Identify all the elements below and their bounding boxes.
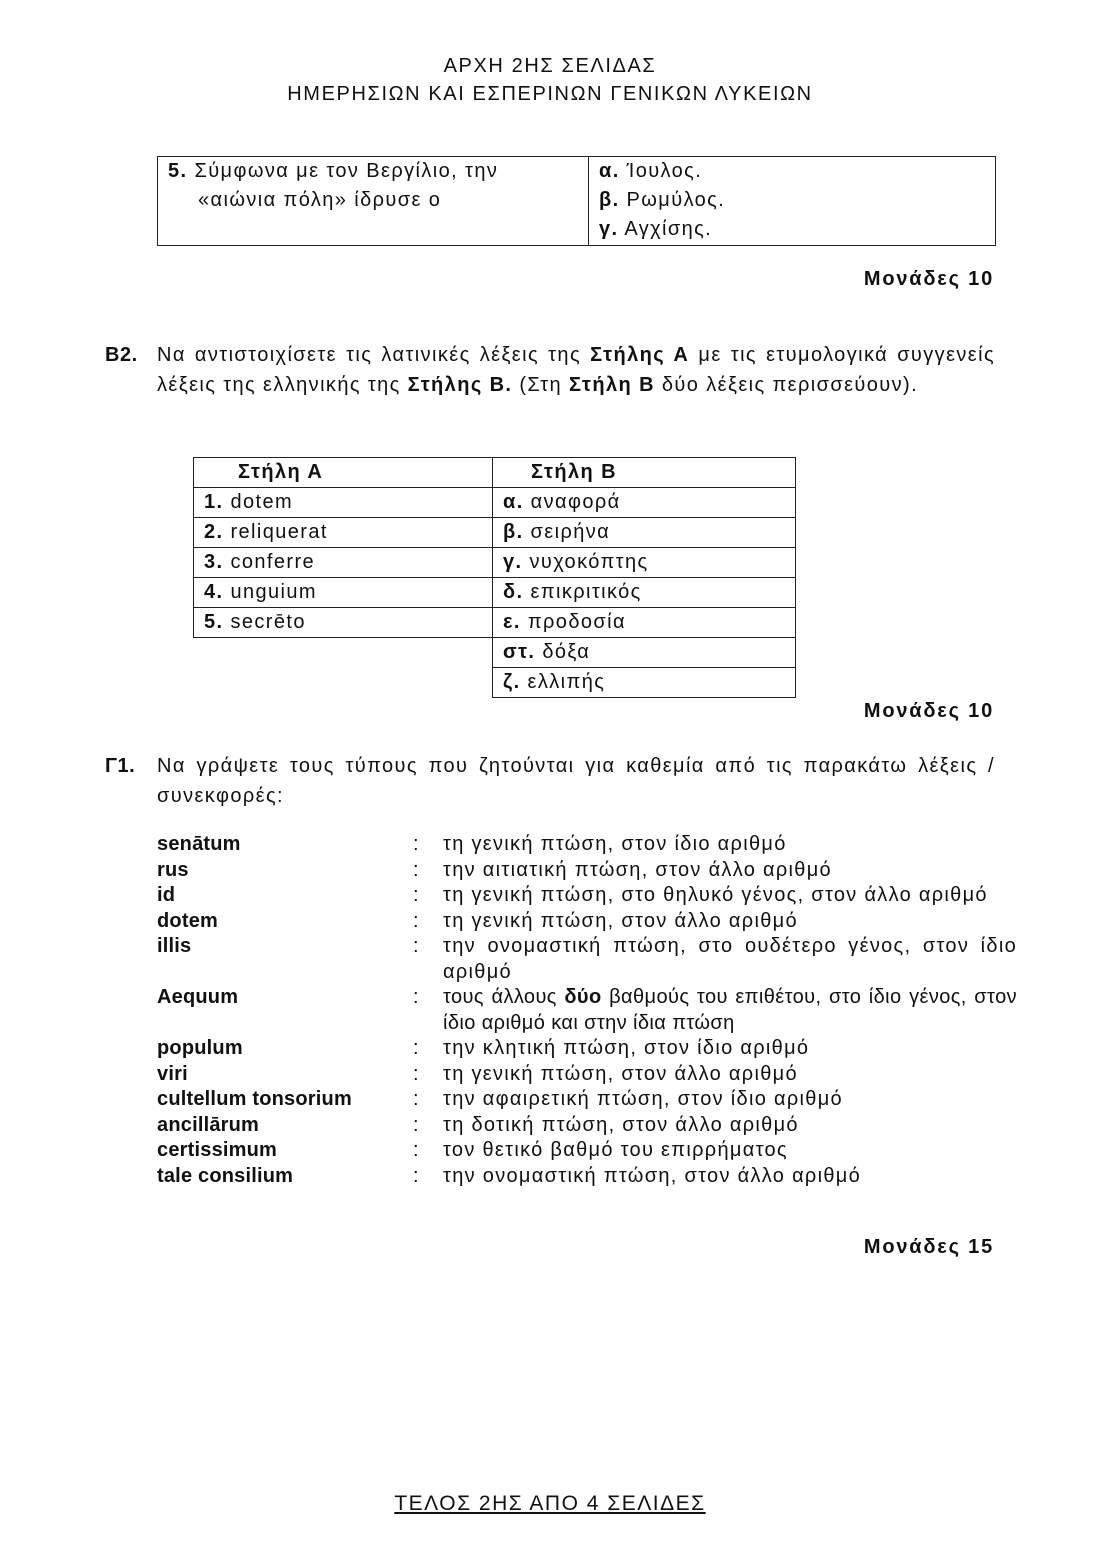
list-item: Aequum : τους άλλους δύο βαθμούς του επιθέτου, στο ίδιο γένος, στον ίδιο αριθμό και στην ίδια πτώση [157, 986, 1017, 1034]
table-row [194, 548, 796, 578]
column-a-item: 2. reliquerat [194, 518, 493, 548]
question-g1 [105, 751, 995, 811]
table-row [194, 638, 796, 668]
list-item: illis : την ονομαστική πτώση, στο ουδέτερο γένος, στον ίδιο αριθμό [157, 935, 1017, 983]
table-row [194, 578, 796, 608]
list-item: dotem : τη γενική πτώση, στον άλλο αριθμό [157, 909, 798, 932]
column-a-header: Στήλη Α [194, 458, 493, 488]
header-line-1: ΑΡΧΗ 2ΗΣ ΣΕΛΙΔΑΣ [443, 55, 657, 77]
header-line-2: ΗΜΕΡΗΣΙΩΝ ΚΑΙ ΕΣΠΕΡΙΝΩΝ ΓΕΝΙΚΩΝ ΛΥΚΕΙΩΝ [287, 83, 813, 105]
matching-table [193, 457, 796, 698]
list-item: cultellum tonsorium : την αφαιρετική πτώση, στον ίδιο αριθμό [157, 1088, 843, 1110]
option-c: γ. Αγχίσης. [599, 218, 713, 240]
column-b-item: ζ. ελλιπής [493, 668, 796, 698]
table-row [194, 488, 796, 518]
list-item: senātum : τη γενική πτώση, στον ίδιο αριθμό [157, 833, 787, 855]
question-5-table [157, 156, 996, 246]
monades-q5: Μονάδες 10 [863, 268, 994, 290]
list-item: viri : τη γενική πτώση, στον άλλο αριθμό [157, 1062, 798, 1085]
column-a-item: 5. secrēto [194, 608, 493, 638]
column-b-item: γ. νυχοκόπτης [493, 548, 796, 578]
list-item: tale consilium : την ονομαστική πτώση, στον άλλο αριθμό [157, 1164, 862, 1187]
table-row [194, 668, 796, 698]
column-a-item: 4. unguium [194, 578, 493, 608]
column-b-item: β. σειρήνα [493, 518, 796, 548]
question-5-text-line-1: Σύμφωνα με τον Βεργίλιο, την [194, 160, 499, 182]
column-a-item: 1. dotem [194, 488, 493, 518]
column-b-item: στ. δόξα [493, 638, 796, 668]
column-b-item: α. αναφορά [493, 488, 796, 518]
page-header [0, 52, 1100, 108]
list-item: certissimum : τον θετικό βαθμό του επιρρήματος [157, 1139, 788, 1161]
page-footer: ΤΕΛΟΣ 2ΗΣ ΑΠΟ 4 ΣΕΛΙΔΕΣ [394, 1492, 706, 1515]
question-5-options [589, 157, 996, 246]
list-item: id : τη γενική πτώση, στο θηλυκό γένος, στον άλλο αριθμό [157, 884, 988, 906]
table-row [194, 608, 796, 638]
question-b2-text: Να αντιστοιχίσετε τις λατινικές λέξεις της Στήλης Α με τις ετυμολογικά συγγενείς λέξεις της ελληνικής της Στήλης Β. (Στη Στήλη Β δύο λέξεις περισσεύουν). [157, 344, 995, 396]
question-b2 [105, 340, 995, 400]
option-a: α. Ίουλος. [599, 160, 703, 182]
column-b-item: δ. επικριτικός [493, 578, 796, 608]
list-item: populum : την κλητική πτώση, στον ίδιο αριθμό [157, 1037, 810, 1059]
question-5-stem [158, 157, 589, 246]
column-a-item: 3. conferre [194, 548, 493, 578]
option-b: β. Ρωμύλος. [599, 189, 726, 211]
question-g1-label: Γ1. [105, 755, 136, 777]
monades-b2: Μονάδες 10 [863, 700, 994, 722]
question-b2-label: Β2. [105, 344, 138, 366]
list-item: rus : την αιτιατική πτώση, στον άλλο αριθμό [157, 858, 832, 881]
column-b-item: ε. προδοσία [493, 608, 796, 638]
monades-g1: Μονάδες 15 [863, 1236, 994, 1258]
question-5-number: 5. [168, 160, 188, 182]
list-item: ancillārum : τη δοτική πτώση, στον άλλο αριθμό [157, 1113, 799, 1136]
table-row [194, 518, 796, 548]
column-b-header: Στήλη Β [493, 458, 796, 488]
question-5-text-line-2: «αιώνια πόλη» ίδρυσε ο [198, 189, 442, 211]
question-g1-intro: Να γράψετε τους τύπους που ζητούνται για καθεμία από τις παρακάτω λέξεις / συνεκφορές: [157, 755, 995, 807]
forms-list [157, 832, 1017, 1189]
